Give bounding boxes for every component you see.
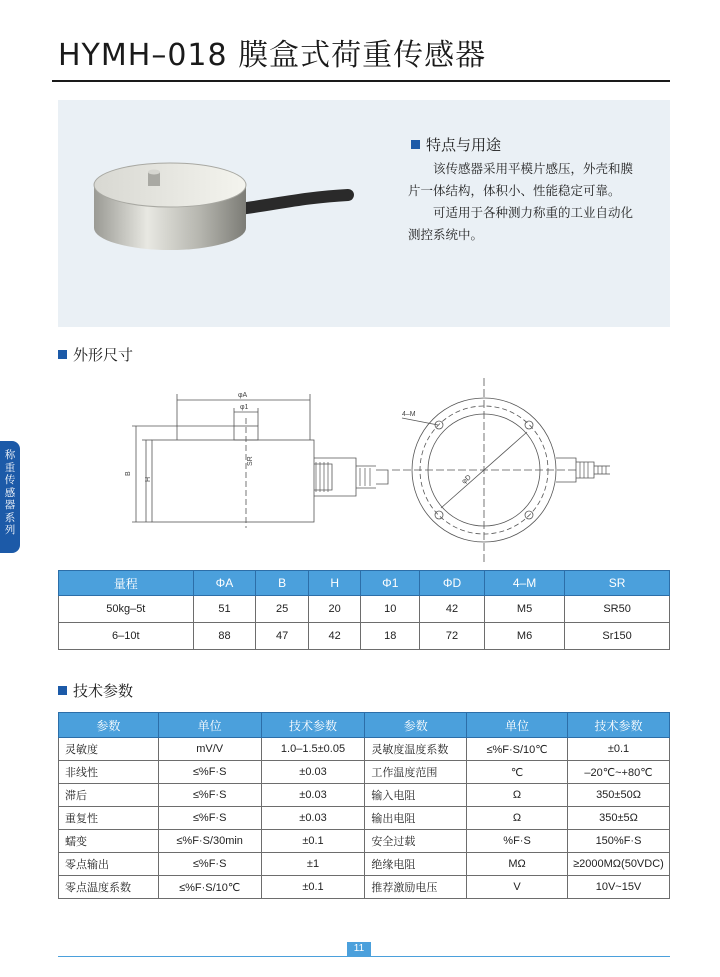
table-cell: ≥2000MΩ(50VDC) <box>567 853 669 876</box>
page-title: HYMH–018 膜盒式荷重传感器 <box>58 38 487 73</box>
params-header-row <box>59 713 670 738</box>
table-cell: ±0.1 <box>261 830 365 853</box>
dim-col-header: H <box>308 571 361 596</box>
table-cell: 安全过载 <box>365 830 467 853</box>
dim-col-header: B <box>256 571 309 596</box>
label-phi1: φ1 <box>240 404 249 411</box>
table-cell: 50kg–5t <box>59 596 194 623</box>
table-row <box>59 876 670 899</box>
features-text <box>408 158 643 246</box>
params-heading <box>58 680 133 701</box>
square-bullet-icon <box>58 686 67 695</box>
dim-col-header: ΦA <box>193 571 256 596</box>
table-row <box>59 830 670 853</box>
dim-col-header: SR <box>565 571 670 596</box>
table-cell: ±1 <box>261 853 365 876</box>
table-cell: 绝缘电阻 <box>365 853 467 876</box>
table-row <box>59 784 670 807</box>
table-cell: ≤%F·S <box>158 807 261 830</box>
table-cell: 72 <box>420 623 485 650</box>
dimensions-heading <box>58 344 133 365</box>
table-cell: MΩ <box>467 853 568 876</box>
table-cell: 18 <box>361 623 420 650</box>
table-cell: Ω <box>467 807 568 830</box>
table-cell: 42 <box>420 596 485 623</box>
table-cell: V <box>467 876 568 899</box>
table-cell: M6 <box>484 623 564 650</box>
page-number: 11 <box>347 942 371 956</box>
dimensions-table <box>58 570 670 650</box>
table-row <box>59 853 670 876</box>
square-bullet-icon <box>58 350 67 359</box>
table-cell: ±0.03 <box>261 807 365 830</box>
table-cell: 10 <box>361 596 420 623</box>
table-cell: ≤%F·S <box>158 761 261 784</box>
table-cell: 蠕变 <box>59 830 159 853</box>
param-col-header: 参数 <box>365 713 467 738</box>
dimensions-heading-text: 外形尺寸 <box>73 347 134 364</box>
table-cell: 灵敏度 <box>59 738 159 761</box>
table-cell: 灵敏度温度系数 <box>365 738 467 761</box>
dim-col-header: 量程 <box>59 571 194 596</box>
table-cell: ±0.1 <box>567 738 669 761</box>
table-cell: 推荐激励电压 <box>365 876 467 899</box>
dim-col-header: 4–M <box>484 571 564 596</box>
table-cell: 1.0–1.5±0.05 <box>261 738 365 761</box>
table-cell: M5 <box>484 596 564 623</box>
features-paragraph-2: 可适用于各种测力称重的工业自动化测控系统中。 <box>408 205 634 242</box>
table-cell: mV/V <box>158 738 261 761</box>
table-cell: 滞后 <box>59 784 159 807</box>
table-cell: 输出电阻 <box>365 807 467 830</box>
features-paragraph-1: 该传感器采用平模片感压，外壳和膜片一体结构，体积小、性能稳定可靠。 <box>408 161 634 198</box>
params-heading-text: 技术参数 <box>73 683 134 700</box>
param-col-header: 技术参数 <box>567 713 669 738</box>
table-cell: SR50 <box>565 596 670 623</box>
dim-col-header: Φ1 <box>361 571 420 596</box>
table-cell: 零点温度系数 <box>59 876 159 899</box>
table-row <box>59 761 670 784</box>
table-cell: 25 <box>256 596 309 623</box>
table-cell: %F·S <box>467 830 568 853</box>
param-col-header: 单位 <box>467 713 568 738</box>
table-cell: Ω <box>467 784 568 807</box>
side-view-body <box>152 440 314 522</box>
table-cell: 350±5Ω <box>567 807 669 830</box>
table-cell: 10V~15V <box>567 876 669 899</box>
table-row <box>59 596 670 623</box>
table-cell: ±0.03 <box>261 784 365 807</box>
table-cell: 非线性 <box>59 761 159 784</box>
title-rule <box>52 80 670 82</box>
label-phiD: φD <box>460 473 473 486</box>
param-col-header: 参数 <box>59 713 159 738</box>
label-B: B <box>125 471 132 476</box>
table-cell: 42 <box>308 623 361 650</box>
table-cell: ≤%F·S/10℃ <box>467 738 568 761</box>
param-col-header: 单位 <box>158 713 261 738</box>
params-table <box>58 712 670 899</box>
side-tab-series <box>0 441 20 553</box>
table-cell: ℃ <box>467 761 568 784</box>
table-cell: ≤%F·S <box>158 784 261 807</box>
table-row <box>59 807 670 830</box>
table-cell: ≤%F·S/30min <box>158 830 261 853</box>
features-heading <box>411 134 501 155</box>
table-row <box>59 738 670 761</box>
features-heading-text: 特点与用途 <box>426 137 502 154</box>
table-row <box>59 623 670 650</box>
table-cell: Sr150 <box>565 623 670 650</box>
table-cell: 51 <box>193 596 256 623</box>
table-cell: 6–10t <box>59 623 194 650</box>
label-H: H <box>145 476 152 482</box>
label-4M: 4–M <box>402 411 416 418</box>
table-cell: 350±50Ω <box>567 784 669 807</box>
dim-col-header: ΦD <box>420 571 485 596</box>
table-cell: ±0.1 <box>261 876 365 899</box>
side-tab-label: 称重传感器系列 <box>4 449 16 536</box>
footer-rule <box>58 956 670 957</box>
table-cell: ±0.03 <box>261 761 365 784</box>
table-cell: 20 <box>308 596 361 623</box>
table-cell: ≤%F·S/10℃ <box>158 876 261 899</box>
table-cell: 88 <box>193 623 256 650</box>
label-phiA: φA <box>238 392 248 399</box>
table-cell: 150%F·S <box>567 830 669 853</box>
table-cell: –20℃~+80℃ <box>567 761 669 784</box>
square-bullet-icon <box>411 140 420 149</box>
dimensions-header-row <box>59 571 670 596</box>
table-cell: 输入电阻 <box>365 784 467 807</box>
label-SR: SR <box>247 456 254 466</box>
table-cell: 重复性 <box>59 807 159 830</box>
table-cell: ≤%F·S <box>158 853 261 876</box>
table-cell: 47 <box>256 623 309 650</box>
dimension-drawing <box>120 378 620 563</box>
table-cell: 零点输出 <box>59 853 159 876</box>
param-col-header: 技术参数 <box>261 713 365 738</box>
table-cell: 工作温度范围 <box>365 761 467 784</box>
